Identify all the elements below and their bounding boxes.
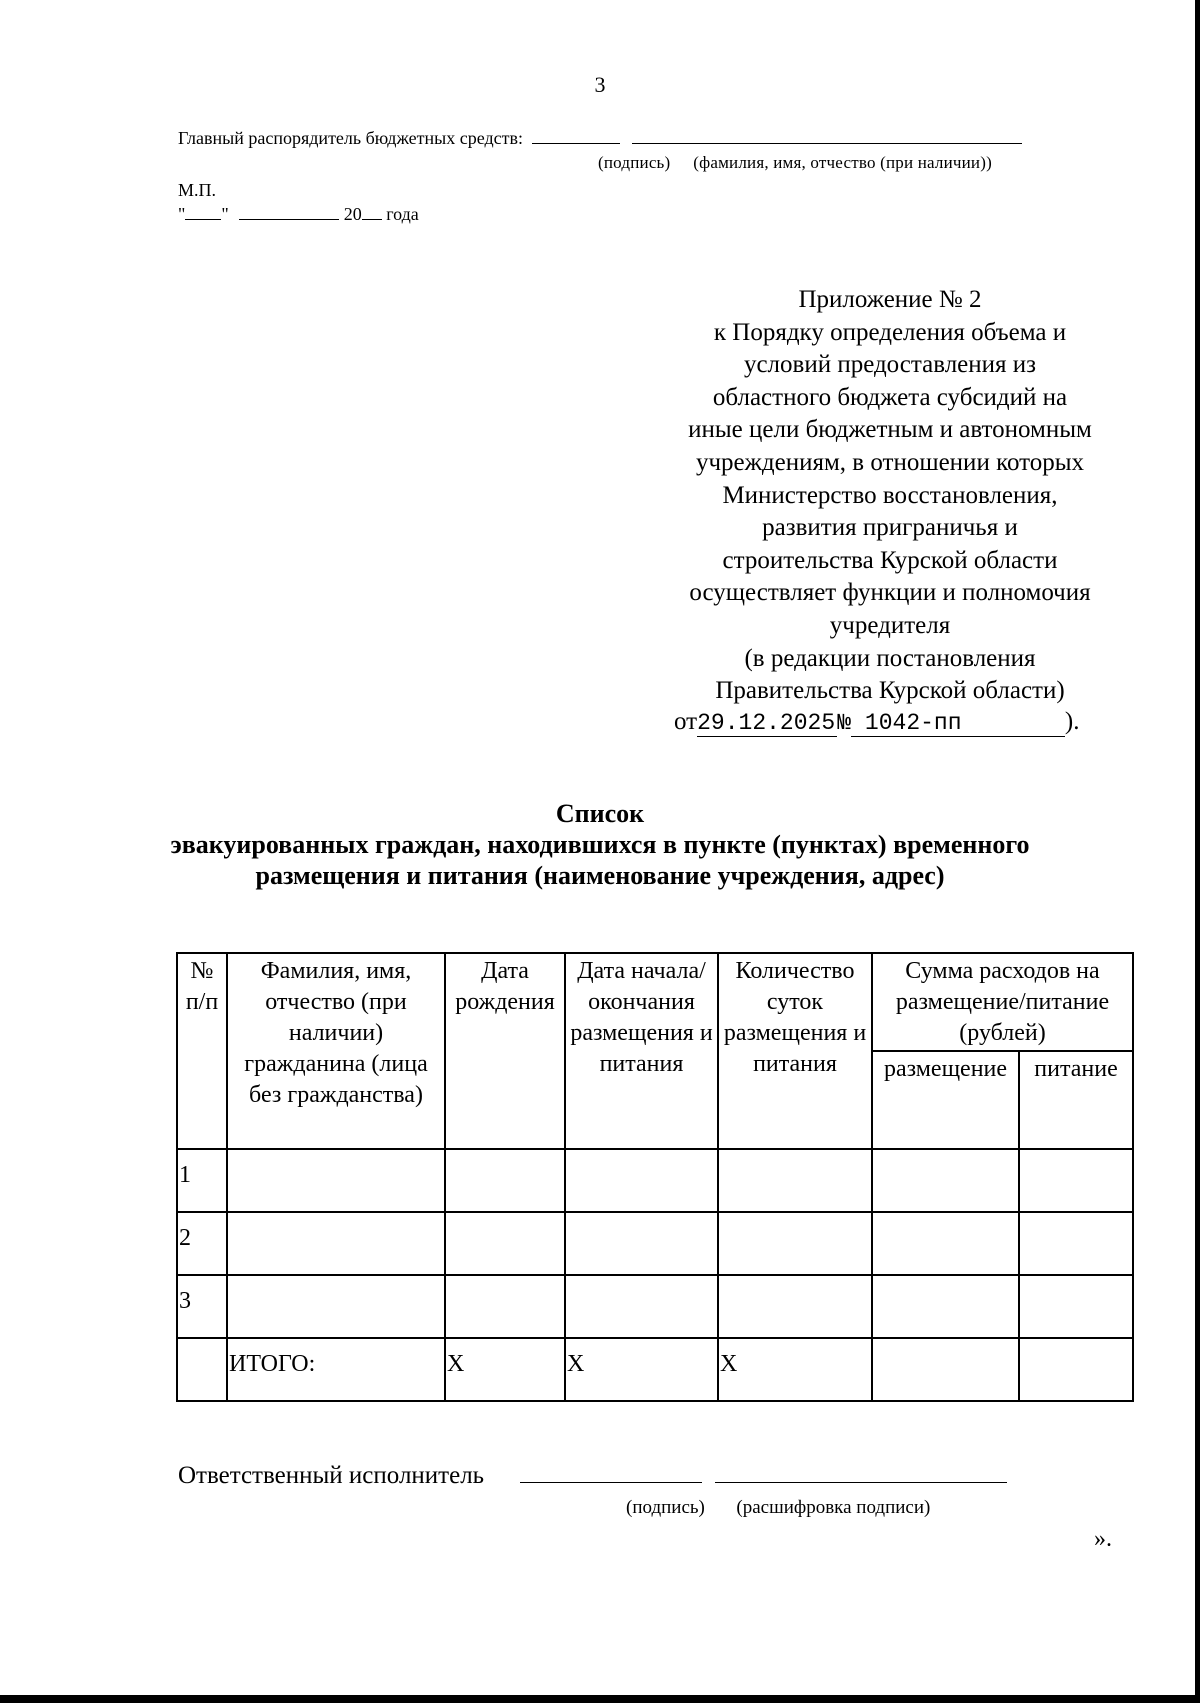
table-cell bbox=[227, 1149, 445, 1212]
date-quote-close: " bbox=[221, 204, 229, 224]
row-num: 1 bbox=[177, 1149, 227, 1212]
table-cell bbox=[718, 1275, 872, 1338]
table-cell bbox=[1019, 1275, 1133, 1338]
table-row bbox=[177, 1212, 1133, 1275]
table-cell bbox=[445, 1212, 565, 1275]
table-cell bbox=[872, 1338, 1019, 1401]
header-birth: Дата рождения bbox=[445, 953, 565, 1149]
month-blank bbox=[239, 219, 339, 220]
header-name-caption: (фамилия, имя, отчество (при наличии)) bbox=[693, 153, 992, 172]
annex-line: учреждениям, в отношении которых bbox=[695, 448, 1085, 476]
responsible-label: Ответственный исполнитель bbox=[178, 1462, 485, 1489]
annex-line: областного бюджета субсидий на bbox=[712, 383, 1068, 411]
list-title-block bbox=[150, 798, 1050, 891]
total-days: X bbox=[718, 1338, 872, 1401]
table-cell bbox=[565, 1275, 718, 1338]
list-subtitle-2: размещения и питания (наименование учреждения, адрес) bbox=[255, 861, 945, 890]
header-sum: Сумма расходов на размещение/питание (рублей) bbox=[872, 953, 1133, 1051]
table-cell bbox=[872, 1149, 1019, 1212]
day-blank bbox=[185, 219, 221, 220]
annex-date-value: 29.12.2025 bbox=[697, 710, 836, 736]
seal-label: М.П. bbox=[178, 180, 217, 200]
table-cell bbox=[445, 1149, 565, 1212]
evacuees-table bbox=[176, 952, 1134, 1402]
row-num: 2 bbox=[177, 1212, 227, 1275]
footer-decoding-caption: (расшифровка подписи) bbox=[736, 1497, 931, 1518]
annex-line: учредителя bbox=[829, 611, 951, 639]
table-cell bbox=[177, 1338, 227, 1401]
table-row bbox=[177, 1275, 1133, 1338]
total-period: X bbox=[565, 1338, 718, 1401]
annex-line: (в редакции постановления bbox=[744, 644, 1036, 672]
annex-date-prefix: от bbox=[674, 708, 698, 735]
date-quote-open: " bbox=[178, 204, 186, 224]
row-num: 3 bbox=[177, 1275, 227, 1338]
header-period: Дата начала/ окончания размещения и питания bbox=[565, 953, 718, 1149]
table-cell bbox=[1019, 1338, 1133, 1401]
annex-line: развития приграничья и bbox=[762, 514, 1018, 542]
table-total-row bbox=[177, 1338, 1133, 1401]
annex-line: к Порядку определения объема и bbox=[713, 318, 1067, 346]
footer-signature-caption: (подпись) bbox=[626, 1497, 705, 1518]
table-cell bbox=[565, 1212, 718, 1275]
table-cell bbox=[445, 1275, 565, 1338]
header-sum-food: питание bbox=[1019, 1051, 1133, 1149]
year-suffix: года bbox=[386, 204, 419, 224]
annex-line: условий предоставления из bbox=[743, 351, 1037, 379]
annex-line: Правительства Курской области) bbox=[715, 677, 1065, 705]
list-subtitle-1: эвакуированных граждан, находившихся в пункте (пунктах) временного bbox=[170, 830, 1030, 859]
annex-resolution-date bbox=[674, 708, 1080, 737]
name-blank bbox=[632, 143, 1022, 144]
responsible-line bbox=[178, 1462, 1007, 1490]
total-label: ИТОГО: bbox=[227, 1338, 445, 1401]
table-cell bbox=[718, 1149, 872, 1212]
annex-number-value: 1042-пп bbox=[851, 710, 1065, 737]
table-cell bbox=[872, 1275, 1019, 1338]
table-cell bbox=[1019, 1149, 1133, 1212]
signature-blank bbox=[532, 143, 620, 144]
page-number: 3 bbox=[594, 72, 606, 97]
table-cell bbox=[565, 1149, 718, 1212]
header-days: Количество суток размещения и питания bbox=[718, 953, 872, 1149]
list-title: Список bbox=[555, 799, 645, 828]
budget-manager-line bbox=[178, 128, 1022, 149]
table-cell bbox=[718, 1212, 872, 1275]
header-captions bbox=[598, 153, 992, 173]
date-line bbox=[178, 204, 419, 225]
annex-date-suffix: ). bbox=[1064, 708, 1080, 735]
table-cell bbox=[227, 1212, 445, 1275]
annex-number-label: № bbox=[837, 710, 851, 736]
scan-border-bottom bbox=[0, 1695, 1200, 1703]
footer-captions bbox=[626, 1497, 930, 1519]
total-birth: X bbox=[445, 1338, 565, 1401]
year-blank bbox=[362, 219, 382, 220]
annex-line: осуществляет функции и полномочия bbox=[689, 579, 1091, 607]
header-signature-caption: (подпись) bbox=[598, 153, 671, 172]
header-num: № п/п bbox=[177, 953, 227, 1149]
annex-line: строительства Курской области bbox=[722, 546, 1058, 574]
table-cell bbox=[227, 1275, 445, 1338]
annex-line: Приложение № 2 bbox=[798, 286, 982, 313]
scan-border-right bbox=[1195, 0, 1200, 1703]
table-cell bbox=[1019, 1212, 1133, 1275]
annex-line: иные цели бюджетным и автономным bbox=[688, 416, 1092, 444]
responsible-decoding-blank bbox=[715, 1482, 1007, 1483]
table-cell bbox=[872, 1212, 1019, 1275]
annex-line: Министерство восстановления, bbox=[722, 481, 1058, 509]
responsible-signature-blank bbox=[520, 1482, 702, 1483]
table-row bbox=[177, 1149, 1133, 1212]
header-sum-placement: размещение bbox=[872, 1051, 1019, 1149]
end-mark: ». bbox=[1094, 1526, 1112, 1552]
year-prefix: 20 bbox=[343, 204, 362, 224]
annex-block bbox=[640, 284, 1140, 708]
budget-manager-label: Главный распорядитель бюджетных средств: bbox=[178, 128, 523, 148]
header-name: Фамилия, имя, отчество (при наличии) гражданина (лица без гражданства) bbox=[227, 953, 445, 1149]
